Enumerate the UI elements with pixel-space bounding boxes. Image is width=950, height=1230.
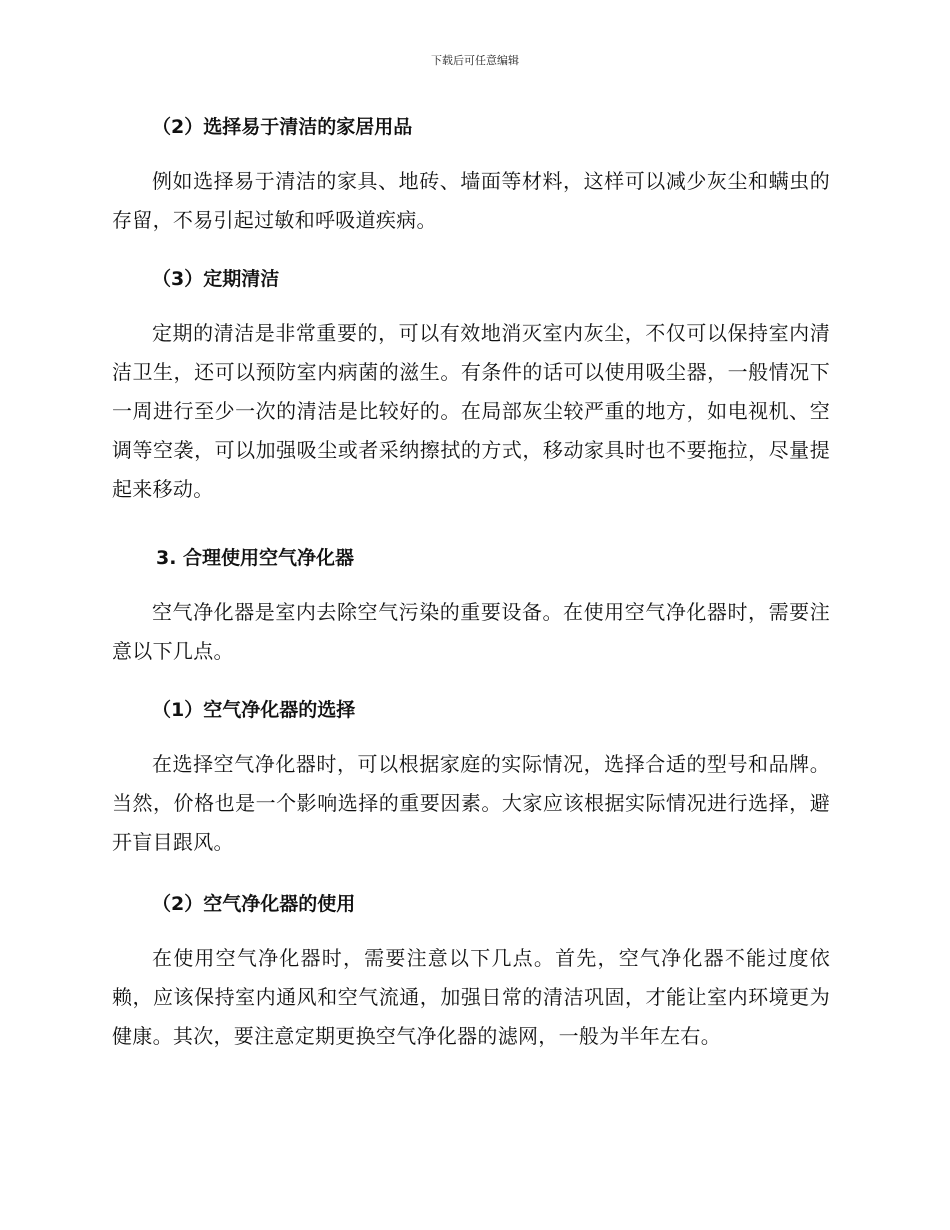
section-heading-purifier-selection: （1）空气净化器的选择 <box>152 699 356 721</box>
section-heading-regular-cleaning: （3）定期清洁 <box>152 268 280 290</box>
paragraph-easy-clean-materials: 例如选择易于清洁的家具、地砖、墙面等材料，这样可以减少灰尘和螨虫的存留，不易引起过敏和呼吸道疾病。 <box>112 169 830 232</box>
page-header: 下载后可任意编辑 <box>431 54 519 67</box>
section-heading-choose-easy-clean: （2）选择易于清洁的家居用品 <box>152 116 413 138</box>
section-heading-air-purifier: 3. 合理使用空气净化器 <box>156 547 355 569</box>
paragraph-regular-cleaning: 定期的清洁是非常重要的，可以有效地消灭室内灰尘，不仅可以保持室内清洁卫生，还可以预防室内病菌的滋生。有条件的话可以使用吸尘器，一般情况下一周进行至少一次的清洁是比较好的。在局部灰尘较严重的地方，如电视机、空调等空袭，可以加强吸尘或者采纳擦拭的方式，移动家具时也不要拖拉，尽量提起来移动。 <box>112 321 830 501</box>
section-heading-purifier-usage: （2）空气净化器的使用 <box>152 893 356 915</box>
paragraph-air-purifier-intro: 空气净化器是室内去除空气污染的重要设备。在使用空气净化器时，需要注意以下几点。 <box>112 600 830 663</box>
paragraph-purifier-usage: 在使用空气净化器时，需要注意以下几点。首先，空气净化器不能过度依赖，应该保持室内通风和空气流通，加强日常的清洁巩固，才能让室内环境更为健康。其次，要注意定期更换空气净化器的滤网，一般为半年左右。 <box>112 946 830 1048</box>
paragraph-purifier-selection: 在选择空气净化器时，可以根据家庭的实际情况，选择合适的型号和品牌。当然，价格也是一个影响选择的重要因素。大家应该根据实际情况进行选择，避开盲目跟风。 <box>112 752 830 854</box>
